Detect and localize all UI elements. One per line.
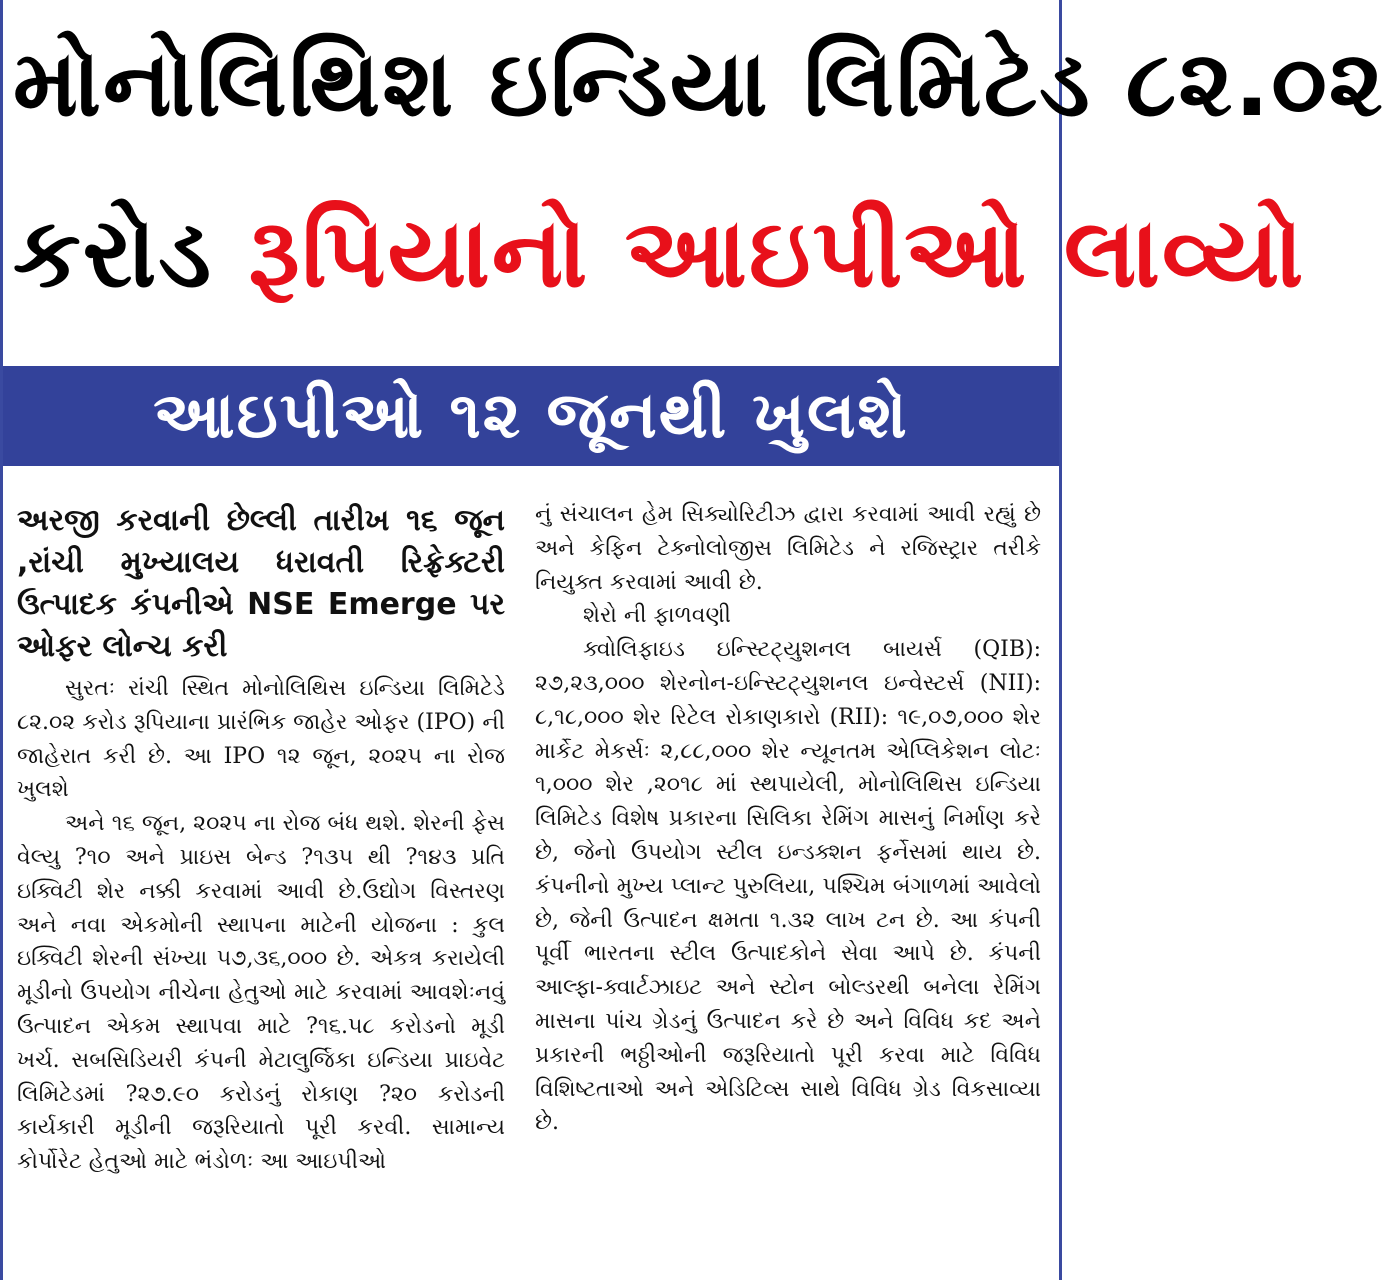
subtitle-banner: આઇપીઓ ૧૨ જૂનથી ખુલશે: [3, 366, 1059, 466]
article-column-right: [535, 498, 1041, 1140]
article-paragraph-1: સુરતઃ રાંચી સ્થિત મોનોલિથિસ ઇન્ડિયા લિમિટેડે ૮૨.૦૨ કરોડ રૂપિયાના પ્રારંભિક જાહેર ઓફર (IPO) ની જાહેરાત કરી છે. આ IPO ૧૨ જૂન, ૨૦૨૫ ના રોજ ખુલશે: [17, 676, 505, 803]
headline-line-1: મોનોલિથિશ ઇન્ડિયા લિમિટેડ ૮૨.૦૨: [13, 30, 1385, 137]
headline-line-2: [13, 197, 1306, 309]
article-paragraph-4: ક્વોલિફાઇડ ઇન્સ્ટિટ્યુશનલ બાયર્સ (QIB): ૨૭,૨૩,૦૦૦ શેરનોન-ઇન્સ્ટિટ્યુશનલ ઇન્વેસ્ટર્સ (NII): ૮,૧૮,૦૦૦ શેર રિટેલ રોકાણકારો (RII): ૧૯,૦૭,૦૦૦ શેર માર્કેટ મેકર્સઃ ૨,૮૮,૦૦૦ શેર ન્યૂનતમ એપ્લિકેશન લોટઃ ૧,૦૦૦ શેર ,૨૦૧૮ માં સ્થપાયેલી, મોનોલિથિસ ઇન્ડિયા લિમિટેડ વિશેષ પ્રકારના સિલિકા રેમિંગ માસનું નિર્માણ કરે છે, જેનો ઉપયોગ સ્ટીલ ઇન્ડક્શન ફર્નેસમાં થાય છે. કંપનીનો મુખ્ય પ્લાન્ટ પુરુલિયા, પશ્ચિમ બંગાળમાં આવેલો છે, જેની ઉત્પાદન ક્ષમતા ૧.૩૨ લાખ ટન છે. આ કંપની પૂર્વી ભારતના સ્ટીલ ઉત્પાદકોને સેવા આપે છે. કંપની આલ્ફા-ક્વાર્ટઝાઇટ અને સ્ટોન બોલ્ડરથી બનેલા રેમિંગ માસના પાંચ ગ્રેડનું ઉત્પાદન કરે છે અને વિવિધ કદ અને પ્રકારની ભઠ્ઠીઓની જરૂરિયાતો પૂરી કરવા માટે વિવિધ વિશિષ્ટતાઓ અને એડિટિવ્સ સાથે વિવિધ ગ્રેડ વિકસાવ્યા છે.: [535, 637, 1041, 1136]
section-heading: શેરો ની ફાળવણી: [583, 603, 731, 629]
article-column-left: [17, 500, 505, 1179]
article-subheading: અરજી કરવાની છેલ્લી તારીખ ૧૬ જૂન ,રાંચી મુખ્યાલય ધરાવતી રિફ્રેક્ટરી ઉત્પાદક કંપનીએ NSE Emerge પર ઓફર લોન્ચ કરી: [17, 503, 505, 664]
article-paragraph-3: નું સંચાલન હેમ સિક્યોરિટીઝ દ્વારા કરવામાં આવી રહ્યું છે અને કેફિન ટેક્નોલોજીસ લિમિટેડ ને રજિસ્ટ્રાર તરીકે નિયુક્ત કરવામાં આવી છે.: [535, 502, 1041, 595]
article-paragraph-2: અને ૧૬ જૂન, ૨૦૨૫ ના રોજ બંધ થશે. શેરની ફેસ વેલ્યુ ?૧૦ અને પ્રાઇસ બેન્ડ ?૧૩૫ થી ?૧૪૩ પ્રતિ ઇક્વિટી શેર નક્કી કરવામાં આવી છે.ઉદ્યોગ વિસ્તરણ અને નવા એકમોની સ્થાપના માટેની યોજના : કુલ ઇક્વિટી શેરની સંખ્યા ૫૭,૩૬,૦૦૦ છે. એકત્ર કરાયેલી મૂડીનો ઉપયોગ નીચેના હેતુઓ માટે કરવામાં આવશેઃનવું ઉત્પાદન એકમ સ્થાપવા માટે ?૧૬.૫૮ કરોડનો મૂડી ખર્ચ. સબસિડિયરી કંપની મેટાલુર્જિકા ઇન્ડિયા પ્રાઇવેટ લિમિટેડમાં ?૨૭.૯૦ કરોડનું રોકાણ ?૨૦ કરોડની કાર્યકારી મૂડીની જરૂરિયાતો પૂરી કરવી. સામાન્ય કોર્પોરેટ હેતુઓ માટે ભંડોળઃ આ આઇપીઓ: [17, 811, 505, 1175]
headline-line-2-black: કરોડ: [13, 197, 249, 309]
headline-line-2-red: રૂપિયાનો આઇપીઓ લાવ્યો: [248, 197, 1306, 309]
